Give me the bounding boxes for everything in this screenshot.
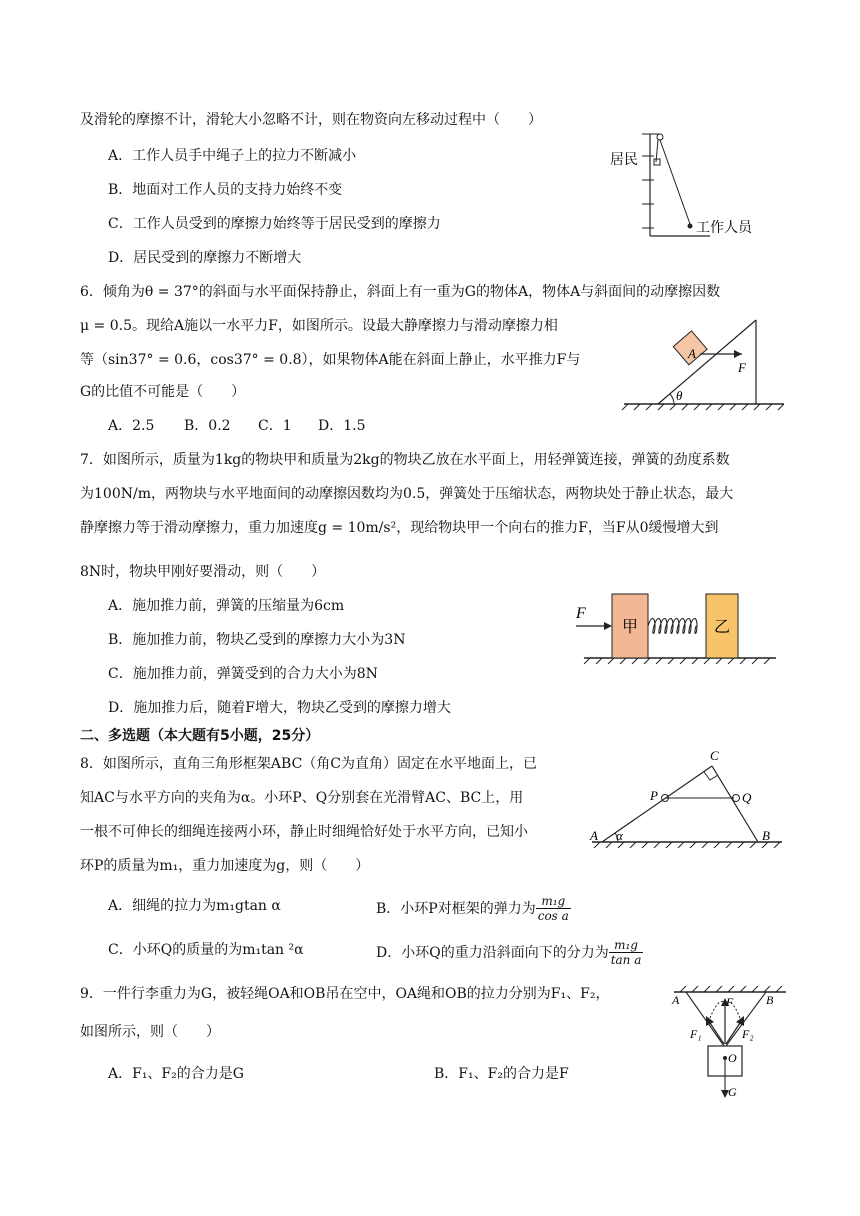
q8-option-b (376, 894, 571, 924)
q8-fig-label-p: P (650, 788, 658, 803)
q9-line1: 9．一件行李重力为G，被轻绳OA和OB吊在空中，OA绳和OB的拉力分别为F₁、F₂， (80, 986, 610, 1002)
q9-fig-label-f: F (726, 995, 734, 1009)
q8-option-d-fraction (609, 938, 644, 968)
q8-option-b-text: B．小环P对框架的弹力为 (376, 900, 536, 917)
q9-figure (670, 984, 790, 1104)
q7-line1: 7．如图所示，质量为1kg的物块甲和质量为2kg的物块乙放在水平面上，用轻弹簧连接，弹簧的劲度系数 (80, 452, 730, 468)
q8-fig-label-c: C (710, 748, 719, 763)
q8-line1: 8．如图所示，直角三角形框架ABC（角C为直角）固定在水平地面上，已 (80, 756, 537, 772)
q7-option-d: D．施加推力后，随着F增大，物块乙受到的摩擦力增大 (108, 700, 451, 716)
q6-line3: 等（sin37° = 0.6，cos37° = 0.8），如果物体A能在斜面上静止，水平推力F与 (80, 352, 581, 368)
q9-fig-label-b: B (766, 993, 774, 1007)
q6-option-d: D．1.5 (318, 418, 366, 434)
q5-stem: 及滑轮的摩擦不计，滑轮大小忽略不计，则在物资向左移动过程中（ ） (80, 112, 542, 128)
q7-option-b: B．施加推力前，物块乙受到的摩擦力大小为3N (108, 632, 406, 648)
q6-fig-label-angle: θ (676, 388, 683, 403)
q8-option-b-numerator: m₁g (536, 894, 571, 909)
q6-option-a: A．2.5 (108, 418, 155, 434)
q7-option-c: C．施加推力前，弹簧受到的合力大小为8N (108, 666, 378, 682)
q8-fig-label-b: B (762, 828, 770, 843)
q6-option-c: C．1 (258, 418, 292, 434)
q6-fig-label-force: F (738, 360, 746, 375)
q7-figure (572, 590, 778, 670)
q6-line4: G的比值不可能是（ ） (80, 384, 246, 400)
q9-fig-label-f1: F₁ (690, 1027, 702, 1041)
q5-option-d: D．居民受到的摩擦力不断增大 (108, 250, 302, 266)
q5-figure (610, 128, 770, 244)
q6-figure (618, 316, 788, 412)
q7-spring (648, 619, 697, 634)
q8-option-c: C．小环Q的质量的为m₁tan ²α (108, 942, 304, 958)
q7-line3: 静摩擦力等于滑动摩擦力，重力加速度g = 10m/s²，现给物块甲一个向右的推力F，当F从0缓慢增大到 (80, 520, 719, 536)
q8-option-d (376, 938, 643, 968)
q5-fig-label-worker: 工作人员 (696, 221, 752, 236)
q8-line4: 环P的质量为m₁，重力加速度为g，则（ ） (80, 858, 370, 874)
q7-line2: 为100N/m，两物块与水平地面间的动摩擦因数均为0.5，弹簧处于压缩状态，两物块处于静止状态，最大 (80, 486, 734, 502)
q8-option-a: A．细绳的拉力为m₁gtan α (108, 898, 281, 914)
q8-option-d-text: D．小环Q的重力沿斜面向下的分力为 (376, 944, 609, 961)
q7-option-a: A．施加推力前，弹簧的压缩量为6cm (108, 598, 345, 614)
q9-fig-label-f2: F₂ (742, 1027, 754, 1041)
q5-option-a: A．工作人员手中绳子上的拉力不断减小 (108, 148, 357, 164)
q6-fig-label-block: A (688, 346, 696, 361)
q8-option-b-fraction (536, 894, 571, 924)
q6-line1: 6．倾角为θ = 37°的斜面与水平面保持静止，斜面上有一重为G的物体A，物体A与斜面间的动摩擦因数 (80, 284, 721, 300)
q5-option-c: C．工作人员受到的摩擦力始终等于居民受到的摩擦力 (108, 216, 441, 232)
q7-fig-label-force: F (576, 605, 586, 622)
q8-fig-label-q: Q (742, 790, 752, 805)
q9-fig-label-a: A (672, 993, 680, 1007)
q8-option-b-denominator: cos a (537, 909, 569, 924)
q8-line2: 知AC与水平方向的夹角为α。小环P、Q分别套在光滑臂AC、BC上，用 (80, 790, 524, 806)
q9-line2: 如图所示，则（ ） (80, 1024, 220, 1040)
q7-fig-label-jia: 甲 (622, 619, 639, 636)
q8-fig-label-alpha: α (616, 828, 623, 843)
q9-fig-label-o: O (728, 1051, 737, 1065)
q9-option-a: A．F₁、F₂的合力是G (108, 1066, 244, 1082)
q7-line4: 8N时，物块甲刚好要滑动，则（ ） (80, 564, 326, 580)
q9-option-b: B．F₁、F₂的合力是F (434, 1066, 569, 1082)
q8-line3: 一根不可伸长的细绳连接两小环，静止时细绳恰好处于水平方向，已知小 (80, 824, 528, 840)
q6-line2: μ = 0.5。现给A施以一水平力F，如图所示。设最大静摩擦力与滑动摩擦力相 (80, 318, 558, 334)
q9-fig-label-g: G (728, 1085, 737, 1099)
q8-option-d-numerator: m₁g (609, 938, 644, 953)
q8-option-d-denominator: tan a (610, 953, 642, 968)
q5-fig-label-resident: 居民 (610, 153, 638, 168)
section-heading: 二、多选题（本大题有5小题，25分） (80, 728, 320, 744)
q8-figure (586, 746, 786, 852)
q6-option-b: B．0.2 (184, 418, 231, 434)
q7-fig-label-yi: 乙 (714, 619, 731, 636)
q5-option-b: B．地面对工作人员的支持力始终不变 (108, 182, 343, 198)
q8-fig-label-a: A (590, 828, 598, 843)
